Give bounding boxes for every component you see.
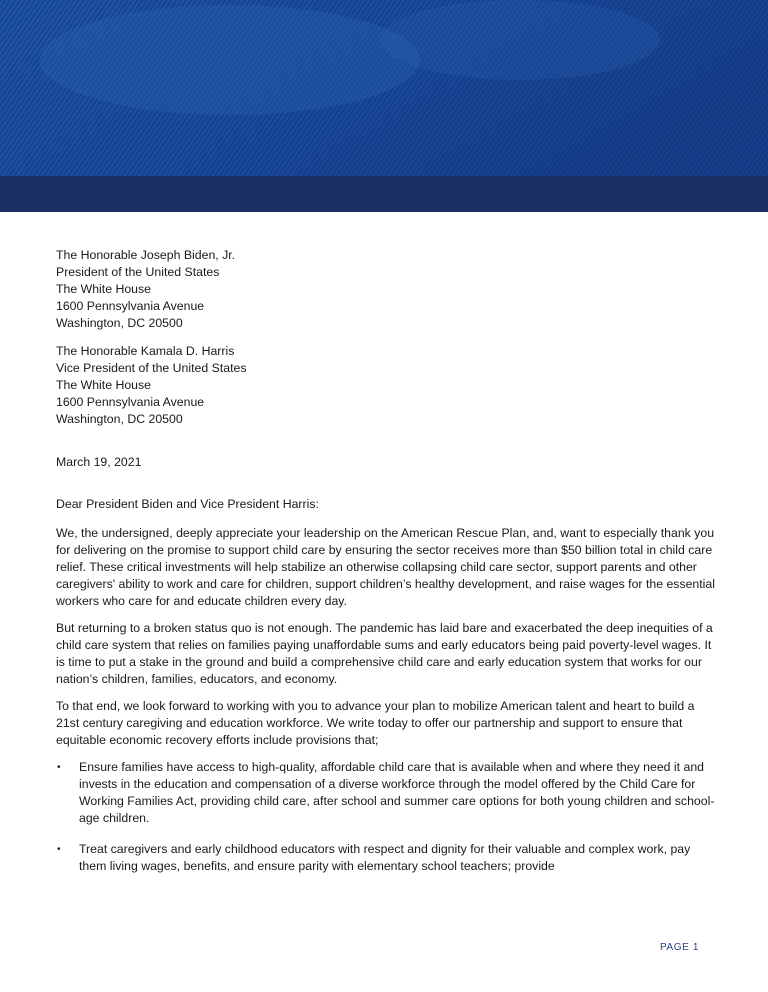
addressee-president — [56, 247, 716, 332]
bullet-icon: • — [57, 844, 61, 855]
address-line: The Honorable Joseph Biden, Jr. — [56, 248, 236, 262]
bullet-icon: • — [57, 762, 61, 773]
address-line: 1600 Pennsylvania Avenue — [56, 299, 205, 313]
address-line: Washington, DC 20500 — [56, 412, 183, 426]
paragraph: To that end, we look forward to working with you to advance your plan to mobilize American talent and heart to build a 21st century caregiving and education workforce. We write today to offer our partnership and support to ensure that equitable economic recovery efforts include provisions that; — [56, 699, 695, 747]
paragraph: But returning to a broken status quo is not enough. The pandemic has laid bare and exacerbated the deep inequities of a child care system that relies on families paying unaffordable sums and early educators being paid poverty-level wages. It is time to put a stake in the ground and build a comprehensive child care and early education system that works for our nation’s children, families, educators, and economy. — [56, 621, 713, 686]
banner-graphic — [0, 0, 768, 212]
list-item — [56, 759, 716, 827]
addressee-vice-president — [56, 343, 716, 428]
address-line: The White House — [56, 378, 152, 392]
address-line: Washington, DC 20500 — [56, 316, 183, 330]
address-line: Vice President of the United States — [56, 361, 247, 375]
letter-date: March 19, 2021 — [56, 455, 142, 469]
list-item — [56, 841, 716, 875]
list-item-text: Ensure families have access to high-quality, affordable child care that is available when and where they need it and invests in the education and compensation of a diverse workforce through the model offered by the Child Care for Working Families Act, providing child care, after school and summer care options for both young children and school-age children. — [79, 760, 715, 825]
page-number: PAGE 1 — [660, 942, 699, 953]
address-line: The White House — [56, 282, 152, 296]
banner-band — [0, 176, 768, 212]
header-banner — [0, 0, 768, 212]
paragraph: We, the undersigned, deeply appreciate your leadership on the American Rescue Plan, and, want to especially thank you for delivering on the promise to support child care by ensuring the sector receives more than $50 billion total in child care relief. These critical investments will help stabilize an otherwise collapsing child care sector, support parents and other caregivers' ability to work and care for children, support children’s healthy development, and raise wages for the essential workers who care for and educate children every day. — [56, 526, 715, 608]
address-line: President of the United States — [56, 265, 220, 279]
address-line: The Honorable Kamala D. Harris — [56, 344, 235, 358]
salutation: Dear President Biden and Vice President Harris: — [56, 497, 319, 511]
address-line: 1600 Pennsylvania Avenue — [56, 395, 205, 409]
letter-body — [56, 247, 716, 889]
list-item-text: Treat caregivers and early childhood educators with respect and dignity for their valuable and complex work, pay them living wages, benefits, and ensure parity with elementary school teachers; provide — [79, 842, 691, 873]
provisions-list — [56, 759, 716, 875]
